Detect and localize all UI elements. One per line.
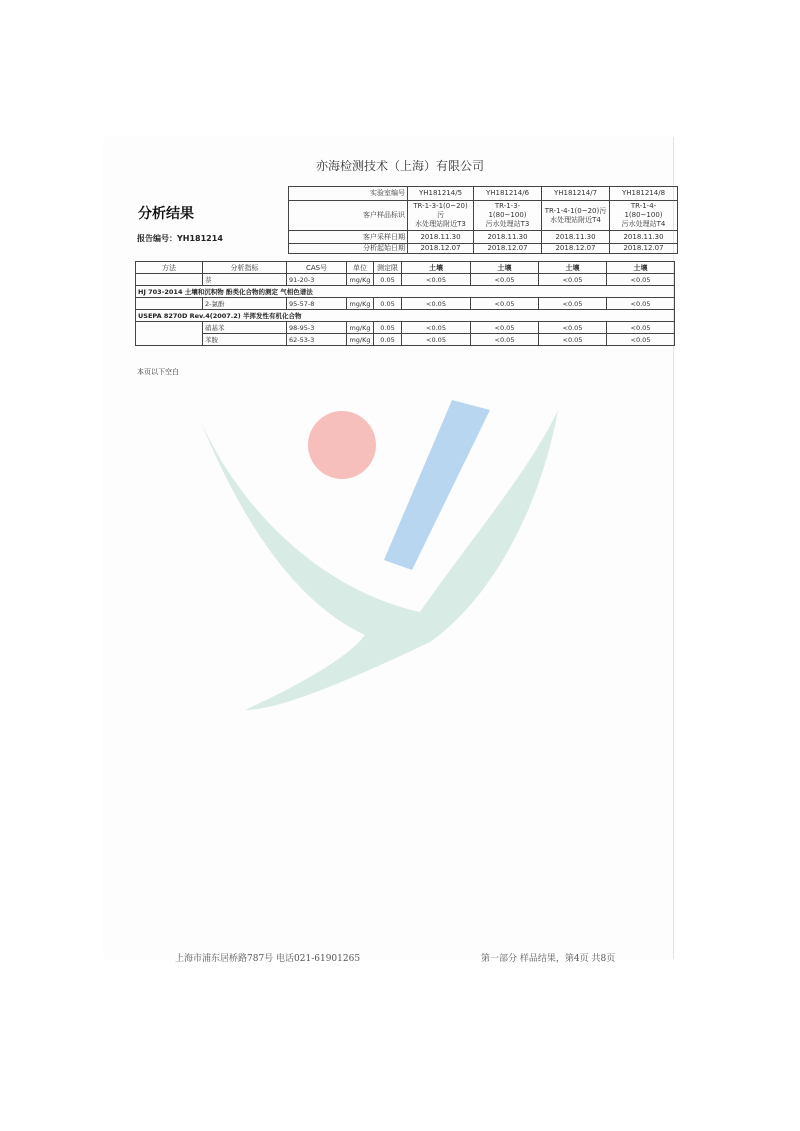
footer-page-info: 第一部分 样品结果，第4页 共8页 <box>481 954 616 964</box>
sample-id-line: TR-1-4-1(0~20)污 <box>544 206 607 215</box>
result-cell: <0.05 <box>539 274 607 286</box>
sample-id-line: 污水处理站T4 <box>621 220 666 228</box>
header-matrix: 土壤 <box>539 262 607 274</box>
unit-cell: mg/Kg <box>347 298 374 310</box>
header-limit: 测定限 <box>374 262 402 274</box>
unit-cell: mg/Kg <box>347 322 374 334</box>
analysis-date-cell: 2018.12.07 <box>542 244 610 254</box>
header-matrix: 土壤 <box>471 262 539 274</box>
sample-id-line: TR-1-4-1(80~100) <box>624 202 663 219</box>
unit-cell: mg/Kg <box>347 334 374 346</box>
result-cell: <0.05 <box>607 322 675 334</box>
sample-id-cell <box>408 201 474 231</box>
results-table <box>135 261 675 346</box>
header-cas: CAS号 <box>287 262 347 274</box>
analyte-cell: 苯胺 <box>203 334 287 346</box>
result-cell: <0.05 <box>471 322 539 334</box>
table-row <box>136 334 675 346</box>
label-sample-id: 客户样品标识 <box>289 201 408 231</box>
header-analyte: 分析指标 <box>203 262 287 274</box>
limit-cell: 0.05 <box>374 322 402 334</box>
limit-cell: 0.05 <box>374 274 402 286</box>
result-cell: <0.05 <box>402 322 471 334</box>
sampling-date-cell: 2018.11.30 <box>408 231 474 244</box>
result-cell: <0.05 <box>607 298 675 310</box>
watermark-dot <box>308 411 376 479</box>
label-analysis-date: 分析起始日期 <box>289 244 408 254</box>
result-cell: <0.05 <box>402 298 471 310</box>
label-lab-no: 实验室编号 <box>289 187 408 201</box>
sample-id-line: 水处理站附近T3 <box>415 220 466 228</box>
results-header-row <box>136 262 675 274</box>
result-cell: <0.05 <box>471 274 539 286</box>
header-unit: 单位 <box>347 262 374 274</box>
sampling-date-row <box>289 231 678 244</box>
lab-no-cell: YH181214/5 <box>408 187 474 201</box>
result-cell: <0.05 <box>539 334 607 346</box>
limit-cell: 0.05 <box>374 298 402 310</box>
method-label: USEPA 8270D Rev.4(2007.2) 半挥发性有机化合物 <box>136 310 675 322</box>
method-row <box>136 310 675 322</box>
header-matrix: 土壤 <box>402 262 471 274</box>
sample-id-line: 污水处理站T3 <box>485 220 530 228</box>
sample-id-cell <box>610 201 678 231</box>
analyte-cell: 2-氯酚 <box>203 298 287 310</box>
company-logo-watermark <box>190 380 590 744</box>
blank-page-note: 本页以下空白 <box>137 368 179 376</box>
lab-no-cell: YH181214/6 <box>474 187 542 201</box>
cas-cell: 98-95-3 <box>287 322 347 334</box>
result-cell: <0.05 <box>402 334 471 346</box>
table-row <box>136 322 675 334</box>
lab-no-cell: YH181214/7 <box>542 187 610 201</box>
analyte-cell: 硝基苯 <box>203 322 287 334</box>
analysis-date-cell: 2018.12.07 <box>474 244 542 254</box>
method-row <box>136 286 675 298</box>
header-method: 方法 <box>136 262 203 274</box>
result-cell: <0.05 <box>539 322 607 334</box>
result-cell: <0.05 <box>607 274 675 286</box>
sampling-date-cell: 2018.11.30 <box>610 231 678 244</box>
result-cell: <0.05 <box>607 334 675 346</box>
sample-id-line: 水处理站附近T4 <box>550 215 601 224</box>
cas-cell: 95-57-8 <box>287 298 347 310</box>
sample-id-cell <box>474 201 542 231</box>
label-sampling-date: 客户采样日期 <box>289 231 408 244</box>
sample-id-line: TR-1-3-1(80~100) <box>488 202 527 219</box>
watermark-green-stroke <box>200 410 558 710</box>
table-row <box>136 298 675 310</box>
limit-cell: 0.05 <box>374 334 402 346</box>
result-cell: <0.05 <box>471 298 539 310</box>
header-matrix: 土壤 <box>607 262 675 274</box>
sample-id-line: TR-1-3-1(0~20)污 <box>413 202 468 219</box>
sample-info-table <box>288 186 678 254</box>
company-header: 亦海检测技术（上海）有限公司 <box>315 159 484 173</box>
sample-id-cell <box>542 201 610 231</box>
analysis-date-cell: 2018.12.07 <box>408 244 474 254</box>
analyte-cell: 萘 <box>203 274 287 286</box>
cas-cell: 91-20-3 <box>287 274 347 286</box>
report-number: 报告编号：YH181214 <box>137 234 223 243</box>
result-cell: <0.05 <box>402 274 471 286</box>
lab-no-row <box>289 187 678 201</box>
analysis-date-row <box>289 244 678 254</box>
unit-cell: mg/Kg <box>347 274 374 286</box>
cas-cell: 62-53-3 <box>287 334 347 346</box>
sampling-date-cell: 2018.11.30 <box>474 231 542 244</box>
footer-address: 上海市浦东居桥路787号 电话021-61901265 <box>175 954 361 964</box>
result-cell: <0.05 <box>471 334 539 346</box>
result-cell: <0.05 <box>539 298 607 310</box>
sampling-date-cell: 2018.11.30 <box>542 231 610 244</box>
analysis-date-cell: 2018.12.07 <box>610 244 678 254</box>
sample-id-row <box>289 201 678 231</box>
section-title: 分析结果 <box>138 206 194 222</box>
lab-no-cell: YH181214/8 <box>610 187 678 201</box>
table-row <box>136 274 675 286</box>
method-label: HJ 703-2014 土壤和沉积物 酚类化合物的测定 气相色谱法 <box>136 286 675 298</box>
